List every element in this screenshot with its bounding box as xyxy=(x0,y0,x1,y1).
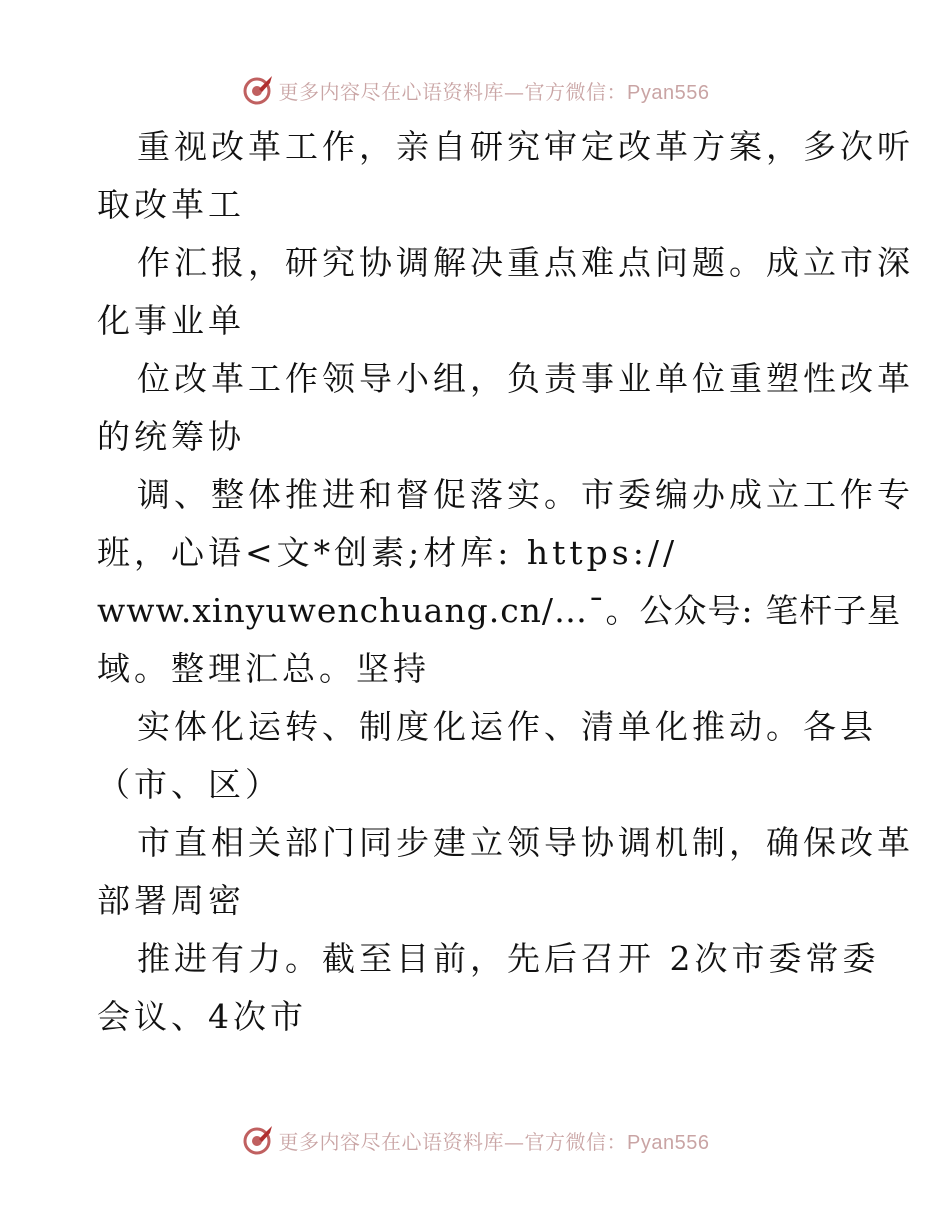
header-banner xyxy=(0,70,950,110)
footer-banner xyxy=(0,1120,950,1160)
text-line: 重视改革工作，亲自研究审定改革方案，多次听 xyxy=(137,127,914,166)
text-line: 取改革工 xyxy=(97,185,245,224)
text-line: 部署周密 xyxy=(97,881,245,920)
text-line: 作汇报，研究协调解决重点难点问题。成立市深 xyxy=(137,243,914,282)
text-line: 市直相关部门同步建立领导协调机制，确保改革 xyxy=(137,823,914,862)
text-line: 推进有力。截至目前，先后召开 2次市委常委 xyxy=(137,939,880,978)
text-line: 域。整理汇总。坚持 xyxy=(97,649,430,688)
header-text: 更多内容尽在心语资料库—官方微信：Pyan556 xyxy=(278,79,710,104)
footer-text: 更多内容尽在心语资料库—官方微信：Pyan556 xyxy=(278,1129,710,1154)
footer-wechat-id: Pyan556 xyxy=(627,1131,710,1154)
text-line: 的统筹协 xyxy=(97,417,245,456)
text-line: 会议、4次市 xyxy=(97,997,307,1036)
header-wechat-id: Pyan556 xyxy=(627,81,710,104)
document-body xyxy=(97,118,914,1046)
text-line: 位改革工作领导小组，负责事业单位重塑性改革 xyxy=(137,359,914,398)
text-line: 调、整体推进和督促落实。市委编办成立工作专 xyxy=(137,475,914,514)
text-line: 化事业单 xyxy=(97,301,245,340)
quill-logo-icon xyxy=(241,73,275,107)
quill-logo-icon xyxy=(241,1123,275,1157)
text-line: （市、区） xyxy=(97,765,282,804)
text-line: 班，心语<文*创素;材库: https:// xyxy=(97,533,679,572)
text-line: 实体化运转、制度化运作、清单化推动。各县 xyxy=(137,707,877,746)
text-line: www.xinyuwenchuang.cn/…¯。公众号: 笔杆子星 xyxy=(97,591,902,630)
